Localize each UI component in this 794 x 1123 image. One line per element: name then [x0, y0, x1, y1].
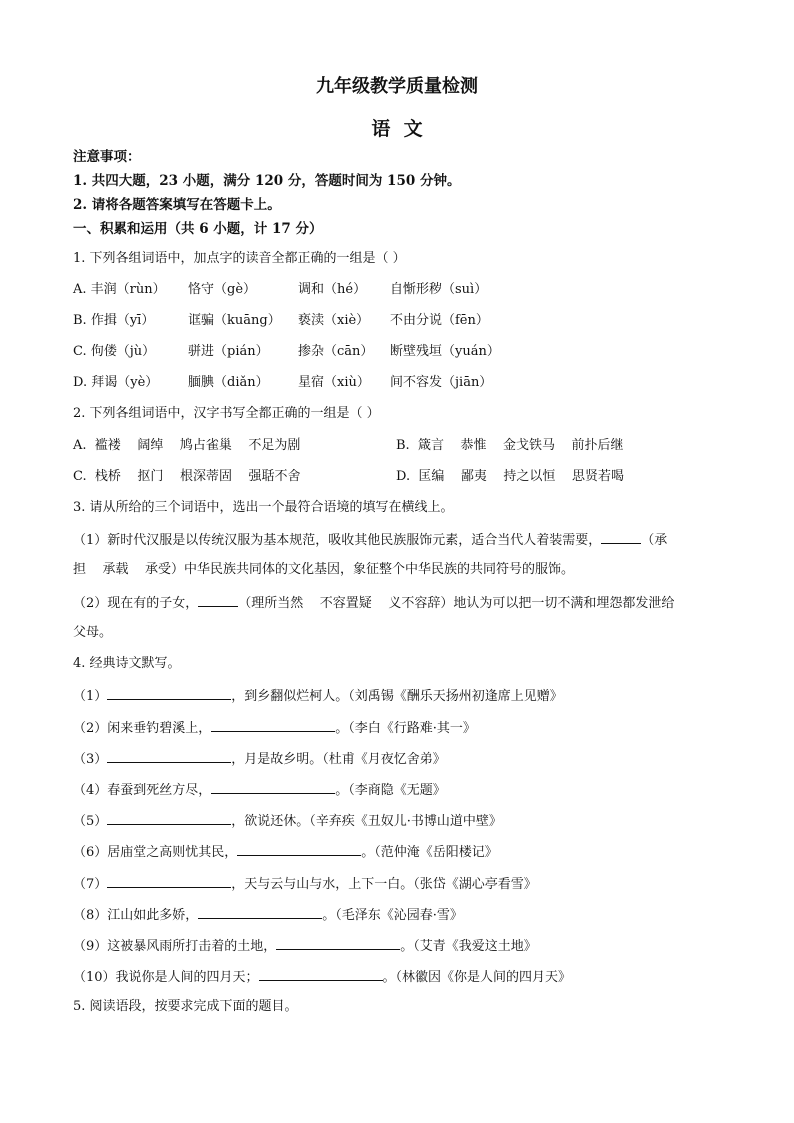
q2-option-b: B. 箴言 恭惟 金戈铁马 前扑后继 — [396, 438, 624, 453]
q4-item-2-blank — [211, 718, 335, 732]
q3-part-1-tail: （承 — [641, 533, 668, 548]
notice-item-2: 2. 请将各题答案填写在答题卡上。 — [73, 197, 281, 213]
q4-item-7-pre: （7） — [73, 877, 108, 892]
q3-part-1-line-2: 担 承载 承受）中华民族共同体的文化基因，象征整个中华民族的共同符号的服饰。 — [73, 562, 575, 577]
q4-item-2-post: 。（李白《行路难·其一》 — [335, 721, 476, 736]
q4-item-3-blank — [107, 749, 231, 763]
q1-option-b-2: 诓骗（kuāng） — [188, 313, 281, 328]
q1-option-d-4: 间不容发（jiān） — [390, 375, 493, 390]
q1-option-b-4: 不由分说（fēn） — [390, 313, 489, 328]
q4-item-4-blank — [211, 780, 335, 794]
q4-item-5-post: ，欲说还休。（辛弃疾《丑奴儿·书博山道中壁》 — [231, 814, 502, 829]
q4-item-4 — [73, 780, 446, 800]
q3-part-2-blank — [198, 593, 238, 607]
q1-option-d-3: 星宿（xiù） — [298, 375, 370, 390]
q4-item-7-post: ，天与云与山与水，上下一白。（张岱《湖心亭看雪》 — [231, 877, 537, 892]
q3-part-1-text: （1）新时代汉服是以传统汉服为基本规范，吸收其他民族服饰元素，适合当代人着装需要， — [73, 533, 602, 548]
q4-item-4-pre: （4）春蚕到死丝方尽， — [73, 783, 212, 798]
q4-item-1 — [73, 686, 563, 706]
q4-item-4-post: 。（李商隐《无题》 — [335, 783, 446, 798]
q4-item-8-blank — [198, 905, 322, 919]
q1-option-a-4: 自惭形秽（suì） — [390, 282, 488, 297]
q4-item-1-blank — [107, 686, 231, 700]
q4-item-2-pre: （2）闲来垂钓碧溪上， — [73, 721, 212, 736]
q1-option-a-3: 调和（hé） — [298, 282, 367, 297]
q4-item-5-pre: （5） — [73, 814, 108, 829]
q4-item-8-pre: （8）江山如此多娇， — [73, 908, 199, 923]
q3-part-2-line-2: 父母。 — [73, 625, 113, 640]
q4-item-2 — [73, 718, 476, 738]
q4-item-5 — [73, 811, 502, 831]
q4-item-3 — [73, 749, 446, 769]
q4-item-10 — [73, 967, 571, 987]
q4-item-9-blank — [276, 936, 400, 950]
q4-item-1-pre: （1） — [73, 689, 108, 704]
q4-item-3-pre: （3） — [73, 752, 108, 767]
q1-option-a-1: A. 丰润（rùn） — [73, 282, 166, 297]
q4-item-10-pre: （10）我说你是人间的四月天； — [73, 970, 259, 985]
q3-part-2-line-1 — [73, 593, 674, 613]
q4-item-9-post: 。（艾青《我爱这土地》 — [400, 939, 537, 954]
q4-item-8 — [73, 905, 463, 925]
notice-item-1: 1. 共四大题，23 小题，满分 120 分，答题时间为 150 分钟。 — [73, 173, 461, 189]
q1-option-c-3: 掺杂（cān） — [298, 344, 374, 359]
notice-heading: 注意事项： — [73, 149, 141, 165]
q4-stem: 4. 经典诗文默写。 — [73, 656, 181, 671]
q3-stem: 3. 请从所给的三个词语中，选出一个最符合语境的填写在横线上。 — [73, 500, 454, 515]
q3-part-2-head: （2）现在有的子女， — [73, 596, 199, 611]
q4-item-7-blank — [107, 874, 231, 888]
q2-option-a: A. 褴褛 阔绰 鸠占雀巢 不足为剧 — [73, 438, 301, 453]
q1-option-c-4: 断壁残垣（yuán） — [390, 344, 500, 359]
q4-item-10-blank — [259, 967, 383, 981]
q4-item-9 — [73, 936, 537, 956]
q4-item-5-blank — [107, 811, 231, 825]
section-1-heading: 一、积累和运用（共 6 小题，计 17 分） — [73, 221, 323, 237]
exam-title: 九年级教学质量检测 — [316, 76, 478, 97]
q1-option-b-3: 亵渎（xiè） — [298, 313, 370, 328]
q1-option-d-1: D. 拜谒（yè） — [73, 375, 159, 390]
q4-item-1-post: ，到乡翻似烂柯人。（刘禹锡《酬乐天扬州初逢席上见赠》 — [231, 689, 563, 704]
q4-item-6-pre: （6）居庙堂之高则忧其民， — [73, 845, 238, 860]
q4-item-10-post: 。（林徽因《你是人间的四月天》 — [382, 970, 572, 985]
q4-item-7 — [73, 874, 537, 894]
q1-option-c-2: 骈进（pián） — [188, 344, 269, 359]
q3-part-2-text: （理所当然 不容置疑 义不容辞）地认为可以把一切不满和埋怨都发泄给 — [238, 596, 675, 611]
q4-item-6-blank — [237, 842, 361, 856]
q4-item-9-pre: （9）这被暴风雨所打击着的土地， — [73, 939, 277, 954]
q4-item-6-post: 。（范仲淹《岳阳楼记》 — [361, 845, 498, 860]
q1-stem: 1. 下列各组词语中，加点字的读音全都正确的一组是（ ） — [73, 251, 406, 266]
q5-stem: 5. 阅读语段，按要求完成下面的题目。 — [73, 999, 298, 1014]
q4-item-6 — [73, 842, 498, 862]
q2-stem: 2. 下列各组词语中，汉字书写全都正确的一组是（ ） — [73, 406, 380, 421]
subject-title: 语 文 — [371, 118, 423, 140]
q4-item-3-post: ，月是故乡明。（杜甫《月夜忆舍弟》 — [231, 752, 446, 767]
q1-option-a-2: 恪守（gè） — [188, 282, 257, 297]
q1-option-c-1: C. 佝偻（jù） — [73, 344, 156, 359]
q3-part-1-blank — [601, 530, 641, 544]
q1-option-b-1: B. 作揖（yī） — [73, 313, 155, 328]
q2-option-d: D. 匡编 鄙夷 持之以恒 思贤若喝 — [396, 469, 624, 484]
q2-option-c: C. 栈桥 抠门 根深蒂固 强聒不舍 — [73, 469, 301, 484]
q4-item-8-post: 。（毛泽东《沁园春·雪》 — [322, 908, 463, 923]
q1-option-d-2: 腼腆（diǎn） — [188, 375, 269, 390]
q3-part-1-line-1 — [73, 530, 667, 550]
